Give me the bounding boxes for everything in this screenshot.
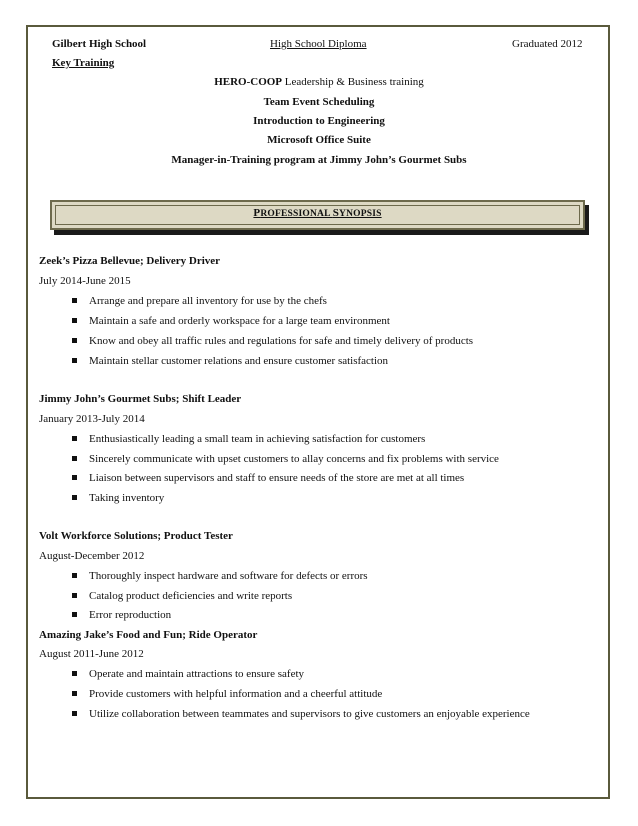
bullet-text: Utilize collaboration between teammates and supervisors to give customers an enjoyable experience [89, 708, 530, 720]
bullet-text: Catalog product deficiencies and write reports [89, 590, 293, 602]
training-item: Microsoft Office Suite [267, 134, 371, 146]
bullet-square-icon [72, 612, 77, 617]
job-bullet [72, 432, 425, 446]
synopsis-part-1: ROFESSIONAL [260, 209, 333, 219]
bullet-square-icon [72, 495, 77, 500]
synopsis-cap-p: P [253, 207, 261, 219]
bullet-text: Thoroughly inspect hardware and software for defects or errors [89, 570, 368, 582]
bullet-square-icon [72, 298, 77, 303]
job-bullet [72, 589, 292, 603]
job-dates: January 2013-July 2014 [39, 413, 145, 425]
bullet-text: Error reproduction [89, 609, 172, 621]
job-bullet [72, 667, 304, 681]
job-bullet [72, 608, 171, 622]
bullet-square-icon [72, 358, 77, 363]
job-bullet [72, 294, 327, 308]
bullet-text: Maintain a safe and orderly workspace for a large team environment [89, 315, 390, 327]
training-item: Team Event Scheduling [263, 96, 375, 108]
bullet-text: Sincerely communicate with upset customers to allay concerns and fix problems with service [89, 453, 499, 465]
job-bullet [72, 354, 388, 368]
job-bullet [72, 471, 464, 485]
bullet-text: Liaison between supervisors and staff to ensure needs of the store are met at all times [89, 472, 465, 484]
bullet-square-icon [72, 593, 77, 598]
bullet-square-icon [72, 475, 77, 480]
job-bullet [72, 334, 473, 348]
graduation-year: Graduated 2012 [512, 38, 583, 50]
job-title: Zeek’s Pizza Bellevue; Delivery Driver [39, 255, 221, 267]
bullet-text: Operate and maintain attractions to ensure safety [89, 668, 305, 680]
bullet-square-icon [72, 436, 77, 441]
job-bullet [72, 452, 499, 466]
bullet-square-icon [72, 671, 77, 676]
job-bullet [72, 314, 390, 328]
bullet-text: Enthusiastically leading a small team in achieving satisfaction for customers [89, 433, 426, 445]
job-title: Amazing Jake’s Food and Fun; Ride Operator [39, 629, 258, 641]
training-item-bold: HERO-COOP [214, 76, 283, 88]
bullet-square-icon [72, 691, 77, 696]
job-dates: August 2011-June 2012 [39, 648, 144, 660]
bullet-text: Arrange and prepare all inventory for use by the chefs [89, 295, 327, 307]
synopsis-part-2: YNOPSIS [339, 209, 382, 219]
bullet-square-icon [72, 456, 77, 461]
bullet-text: Know and obey all traffic rules and regulations for safe and timely delivery of products [89, 335, 474, 347]
job-bullet [72, 491, 164, 505]
job-bullet [72, 707, 530, 721]
bullet-square-icon [72, 338, 77, 343]
training-item [0, 75, 638, 89]
job-title: Volt Workforce Solutions; Product Tester [39, 530, 233, 542]
job-bullet [72, 687, 382, 701]
training-item: Manager-in-Training program at Jimmy John’s Gourmet Subs [171, 154, 467, 166]
bullet-text: Provide customers with helpful information and a cheerful attitude [89, 688, 383, 700]
synopsis-cap-s: S [332, 207, 340, 219]
school-name: Gilbert High School [52, 38, 147, 50]
key-training-heading: Key Training [52, 57, 115, 69]
bullet-text: Maintain stellar customer relations and ensure customer satisfaction [89, 355, 389, 367]
job-bullet [72, 569, 368, 583]
synopsis-banner [50, 200, 585, 230]
job-title: Jimmy John’s Gourmet Subs; Shift Leader [39, 393, 242, 405]
bullet-square-icon [72, 573, 77, 578]
job-dates: August-December 2012 [39, 550, 145, 562]
job-dates: July 2014-June 2015 [39, 275, 131, 287]
bullet-square-icon [72, 318, 77, 323]
diploma-name: High School Diploma [270, 38, 367, 50]
bullet-text: Taking inventory [89, 492, 165, 504]
bullet-square-icon [72, 711, 77, 716]
training-item: Introduction to Engineering [253, 115, 385, 127]
synopsis-heading [52, 207, 583, 219]
training-item-rest: Leadership & Business training [282, 76, 424, 88]
